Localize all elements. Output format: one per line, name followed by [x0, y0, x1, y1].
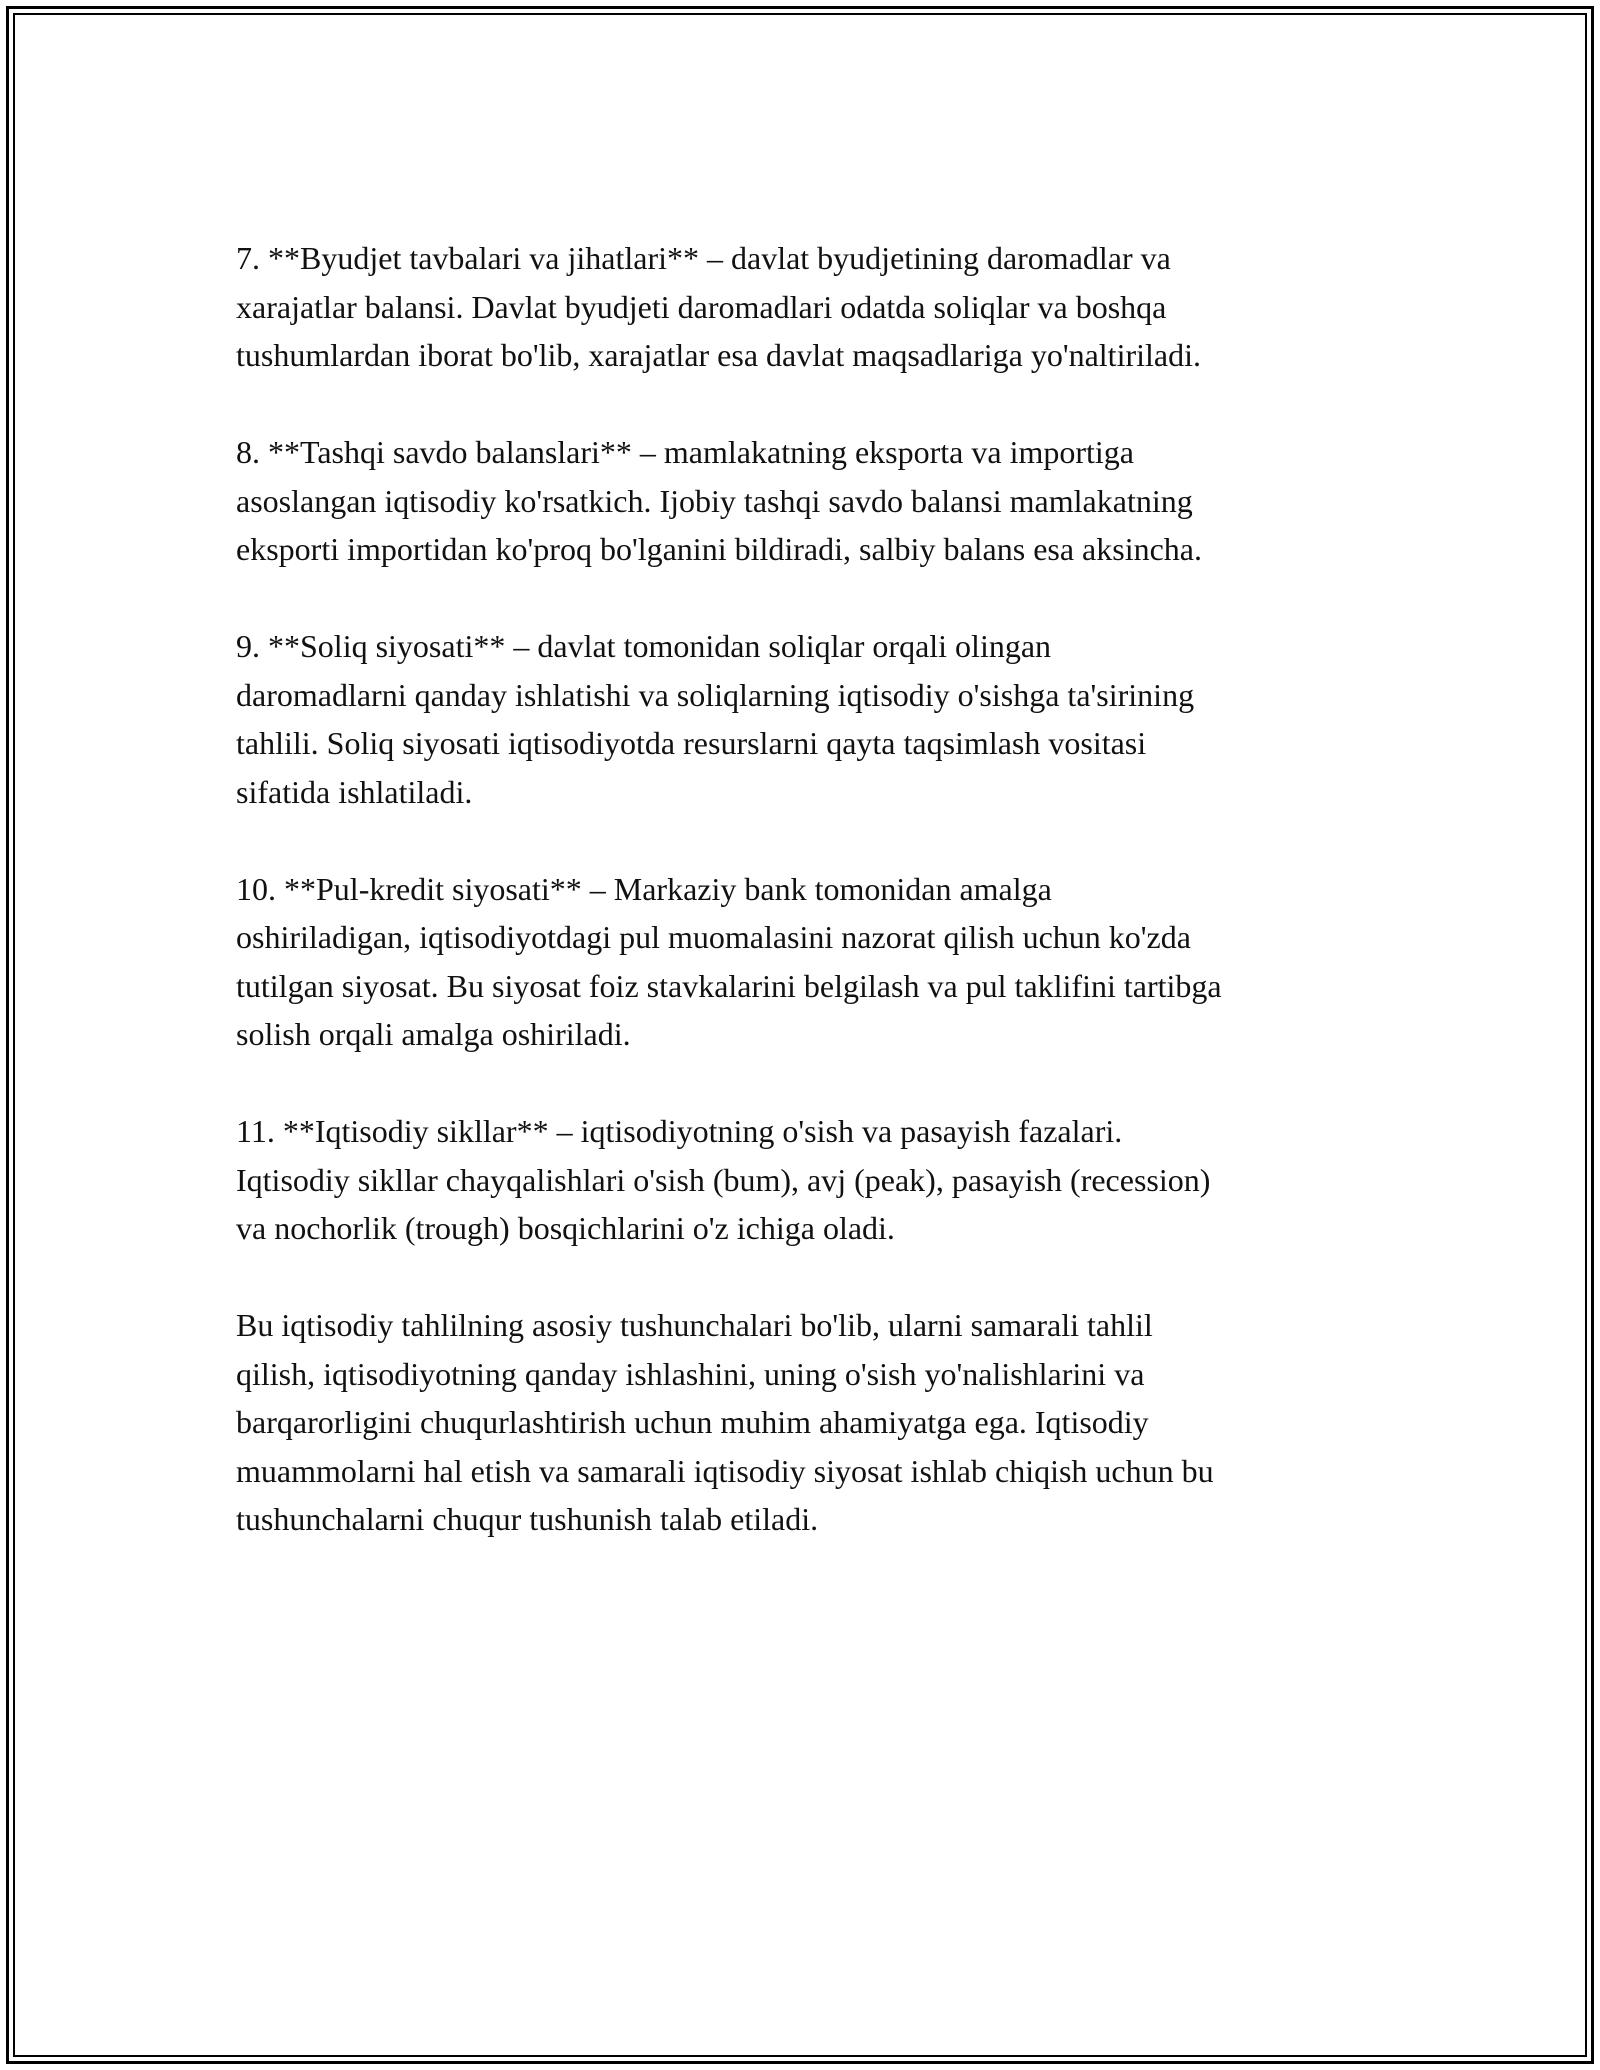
document-body	[236, 234, 1376, 1592]
paragraph-conclusion: Bu iqtisodiy tahlilning asosiy tushunchalari bo'lib, ularni samarali tahlil qilish, iqtisodiyotning qanday ishlashini, uning o'sish yo'nalishlarini va barqarorligini chuqurlashtirish uchun muhim ahamiyatga ega. Iqtisodiy muammolarni hal etish va samarali iqtisodiy siyosat ishlab chiqish uchun bu tushunchalarni chuqur tushunish talab etiladi.	[236, 1307, 1214, 1537]
paragraph-foreign-trade: 8. **Tashqi savdo balanslari** – mamlakatning eksporta va importiga asoslangan iqtisodiy ko'rsatkich. Ijobiy tashqi savdo balansi mamlakatning eksporti importidan ko'proq bo'lganini bildiradi, salbiy balans esa aksincha.	[236, 434, 1202, 567]
paragraph-monetary-policy: 10. **Pul-kredit siyosati** – Markaziy bank tomonidan amalga oshiriladigan, iqtisodiyotdagi pul muomalasini nazorat qilish uchun ko'zda tutilgan siyosat. Bu siyosat foiz stavkalarini belgilash va pul taklifini tartibga solish orqali amalga oshiriladi.	[236, 870, 1222, 1052]
paragraph-budget: 7. **Byudjet tavbalari va jihatlari** – davlat byudjetining daromadlar va xarajatlar balansi. Davlat byudjeti daromadlari odatda soliqlar va boshqa tushumlardan iborat bo'lib, xarajatlar esa davlat maqsadlariga yo'naltiriladi.	[236, 240, 1201, 373]
paragraph-economic-cycles: 11. **Iqtisodiy sikllar** – iqtisodiyotning o'sish va pasayish fazalari. Iqtisodiy sikllar chayqalishlari o'sish (bum), avj (peak), pasayish (recession) va nochorlik (trough) bosqichlarini o'z ichiga oladi.	[236, 1113, 1211, 1246]
paragraph-tax-policy: 9. **Soliq siyosati** – davlat tomonidan soliqlar orqali olingan daromadlarni qanday ishlatishi va soliqlarning iqtisodiy o'sishga ta'sirining tahlili. Soliq siyosati iqtisodiyotda resurslarni qayta taqsimlash vositasi sifatida ishlatiladi.	[236, 628, 1195, 810]
